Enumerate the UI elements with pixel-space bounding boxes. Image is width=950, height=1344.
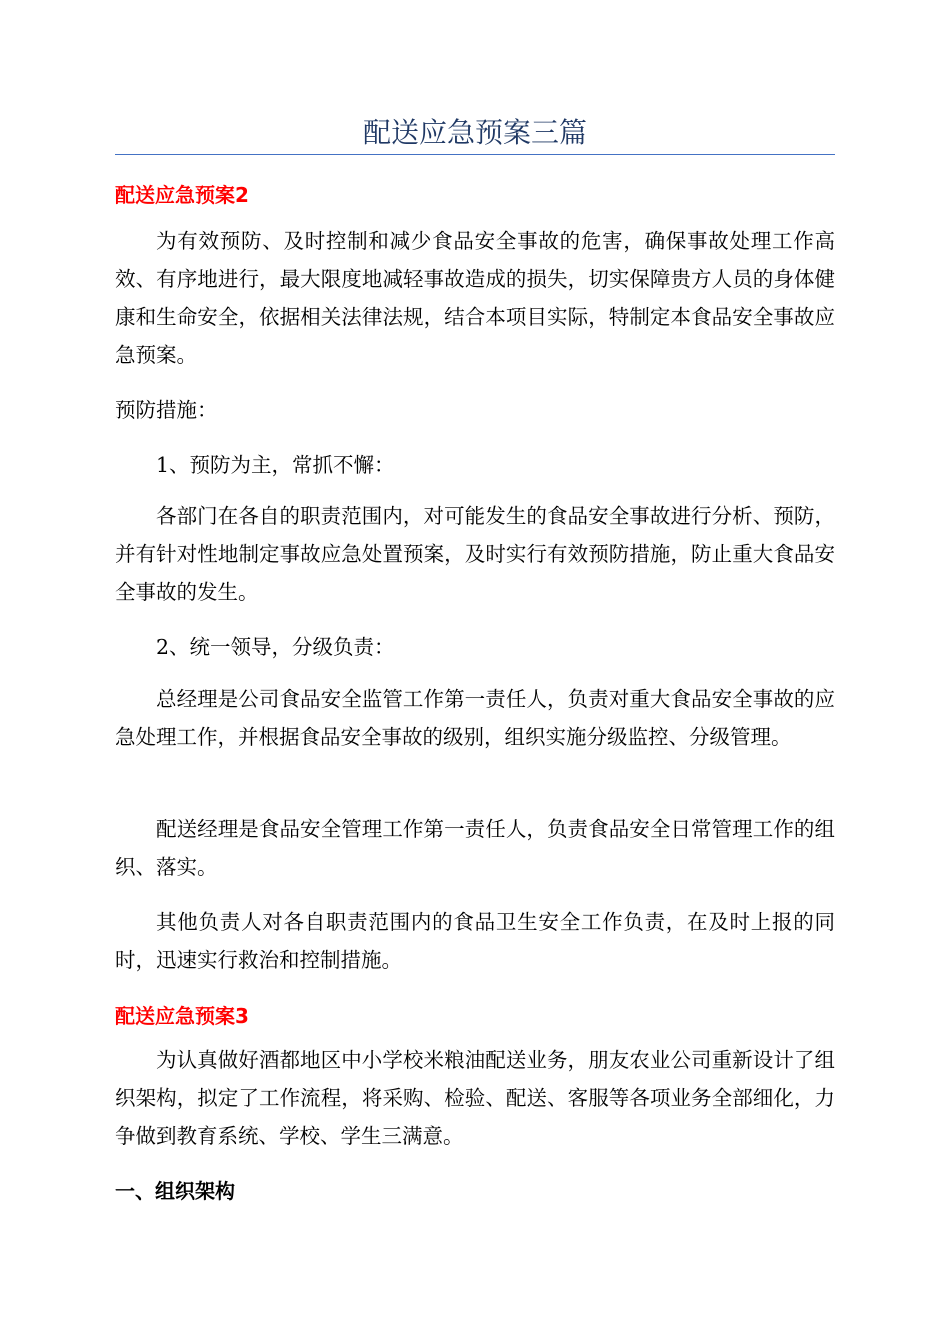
section2-intro-paragraph: 为有效预防、及时控制和减少食品安全事故的危害，确保事故处理工作高效、有序地进行，最大限度地减轻事故造成的损失，切实保障贵方人员的身体健康和生命安全，依据相关法律法规，结合本项目实际，特制定本食品安全事故应急预案。 (115, 229, 835, 367)
title-underline (115, 154, 835, 155)
section3-intro-paragraph: 为认真做好酒都地区中小学校米粮油配送业务，朋友农业公司重新设计了组织架构，拟定了工作流程，将采购、检验、配送、客服等各项业务全部细化，力争做到教育系统、学校、学生三满意。 (115, 1048, 835, 1148)
document-title: 配送应急预案三篇 (362, 116, 587, 149)
measure-2-title: 2、统一领导，分级负责： (156, 635, 395, 659)
prevention-measures-label: 预防措施： (115, 398, 218, 422)
measure-2-body-3: 其他负责人对各自职责范围内的食品卫生安全工作负责，在及时上报的同时，迅速实行救治和控制措施。 (115, 910, 835, 972)
measure-2-body-2: 配送经理是食品安全管理工作第一责任人，负责食品安全日常管理工作的组织、落实。 (115, 817, 835, 879)
measure-1-body: 各部门在各自的职责范围内，对可能发生的食品安全事故进行分析、预防，并有针对性地制定事故应急处置预案，及时实行有效预防措施，防止重大食品安全事故的发生。 (115, 504, 835, 604)
measure-2-body-1: 总经理是公司食品安全监管工作第一责任人，负责对重大食品安全事故的应急处理工作，并根据食品安全事故的级别，组织实施分级监控、分级管理。 (115, 687, 835, 749)
subheading-organization-structure: 一、组织架构 (115, 1179, 235, 1203)
measure-1-title: 1、预防为主，常抓不懈： (156, 453, 395, 477)
section-heading-2: 配送应急预案2 (115, 183, 249, 207)
section-heading-3: 配送应急预案3 (115, 1004, 249, 1028)
